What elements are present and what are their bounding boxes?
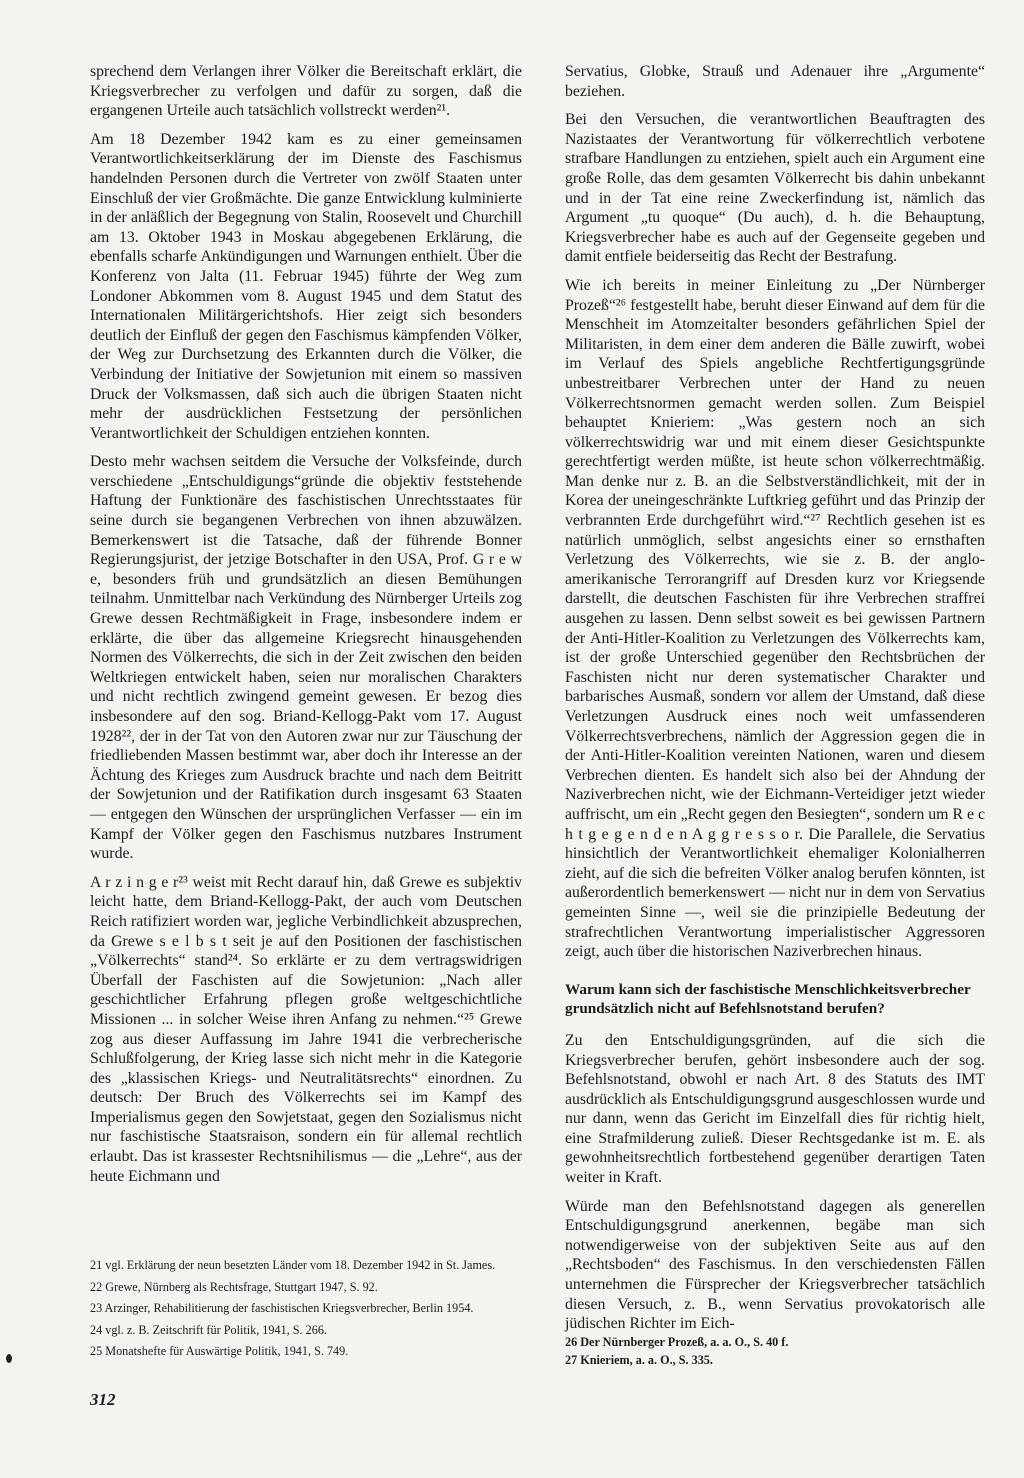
paragraph: Bei den Versuchen, die verantwortlichen Beauftragten des Nazistaates der Verantwortung für völkerrechtlich verbotene strafbare Handlungen zu entziehen, spielt auch ein Argument eine große Rolle, das dem gesamten Völkerrecht bis dahin unbekannt und in der Tat eine reine Zweckerfindung ist, nämlich das Argument „tu quoque“ (Du auch), d. h. die Behauptung, Kriegsverbrecher habe es auch auf der Gegenseite gegeben und damit entfiele beiderseitig das Recht der Bestrafung. [565,111,985,266]
footnote: 23 Arzinger, Rehabilitierung der faschistischen Kriegsverbrecher, Berlin 1954. [90,1301,474,1315]
paragraph: A r z i n g e r²³ weist mit Recht darauf hin, daß Grewe es subjektiv leicht hatte, dem Briand-Kellogg-Pakt, der auch vom Deutschen Reich ratifiziert worden war, jegliche Verbindlichkeit abzusprechen, da Grewe s e l b s t seit je auf den Positionen der faschistischen „Völkerrechts“ stand²⁴. So erklärte er zu dem vertragswidrigen Überfall der Faschisten auf die Sowjetunion: „Nach aller geschichtlicher Erfahrung pflegen große weltgeschichtliche Missionen ... in solcher Weise ihren Anfang zu nehmen.“²⁵ Grewe zog aus dieser Auffassung im Jahre 1941 die verbrecherische Schlußfolgerung, der Krieg lasse sich nicht mehr in die Kategorie des „klassischen Kriegs- und Neutralitätsrechts“ einordnen. Zu deutsch: Der Bruch des Völkerrechts sei im Kampf des Imperialismus gegen den Sowjetstaat, gegen den Sozialismus nicht nur faschistische Staatsraison, sondern ein für allemal rechtlich erlaubt. Das ist krassester Rechtsnihilismus — die „Lehre“, aus der heute Eichmann und [90,873,522,1185]
paragraph: sprechend dem Verlangen ihrer Völker die Bereitschaft erklärt, die Kriegsverbrecher zu verfolgen und dafür zu sorgen, daß die ergangenen Urteile auch tatsächlich vollstreckt werden²¹. [90,63,522,120]
paragraph: Desto mehr wachsen seitdem die Versuche der Volksfeinde, durch verschiedene „Entschuldigungs“gründe die objektiv feststehende Haftung der Funktionäre des faschistischen Unrechtsstaates für seine durch sie begangenen Verbrechen von ihnen abzuwälzen. Bemerkenswert ist die Tatsache, daß der führende Bonner Regierungsjurist, der jetzige Botschafter in den USA, Prof. G r e w e, besonders früh und grundsätzlich an diesen Bemühungen teilnahm. Unmittelbar nach Verkündung des Nürnberger Urteils zog Grewe dessen Rechtmäßigkeit in Frage, insbesondere indem er erklärte, die über das allgemeine Kriegsrecht hinausgehenden Normen des Völkerrechts, die sich in der Zeit zwischen den beiden Weltkriegen entwickelt haben, seien nur moralischen Charakters und nicht rechtlich zwingend gemeint gewesen. Er bezog dies insbesondere auf den sog. Briand-Kellogg-Pakt vom 17. August 1928²², der in der Tat von den Autoren zwar nur zur Täuschung der friedliebenden Massen bestimmt war, aber doch ihr Interesse an der Ächtung des Krieges zum Ausdruck brachte und nach dem Beitritt der Sowjetunion und der Ratifikation durch insgesamt 63 Staaten — entgegen den Wünschen der ursprünglichen Verfasser — ein im Kampf der Völker gegen den Faschismus nutzbares Instrument wurde. [90,453,522,863]
footnote: 25 Monatshefte für Auswärtige Politik, 1941, S. 749. [90,1344,349,1358]
footnote: 24 vgl. z. B. Zeitschrift für Politik, 1941, S. 266. [90,1322,327,1337]
footnotes-left [90,1258,520,1366]
footnote: 26 Der Nürnberger Prozeß, a. a. O., S. 40 f. [565,1335,789,1349]
paragraph: Würde man den Befehlsnotstand dagegen als generellen Entschuldigungsgrund anerkennen, begäbe man sich notwendigerweise von der subjektiven Seite aus auf den „Rechtsboden“ des Faschismus. In den verschiedensten Fällen unternehmen die Fürsprecher der Kriegsverbrecher tatsächlich diesen Versuch, z. B., wenn Servatius provokatorisch alle jüdischen Richter im Eich- [565,1197,985,1333]
paragraph: Wie ich bereits in meiner Einleitung zu „Der Nürnberger Prozeß“²⁶ festgestellt habe, beruht dieser Einwand auf dem für die Menschheit im Atomzeitalter besonders gefährlichen Spiel der Militaristen, in dem einer dem anderen die Bälle zuwirft, wobei im Verlauf des Spiels angebliche Rechtfertigungsgründe unbestreitbarer Verbrechen unter der Hand zu neuen Völkerrechtsnormen gemacht werden sollen. Zum Beispiel behauptet Knieriem: „Was gestern noch an sich völkerrechtswidrig war und mit einem dieser Gesichtspunkte gerechtfertigt werden müßte, ist heute schon völkerrechtmäßig. Man denke nur z. B. an die Selbstverständlichkeit, mit der in Korea der uneingeschränkte Luftkrieg geführt und das Prinzip der verbrannten Erde durchgeführt wird.“²⁷ Rechtlich gesehen ist es natürlich unmöglich, selbst angesichts einer so ernsthaften Verletzung des Völkerrechts, wie sie z. B. der anglo-amerikanische Terrorangriff auf Dresden kurz vor Kriegsende darstellt, die deutschen Faschisten für ihre Verbrechen straffrei ausgehen zu lassen. Denn selbst soweit es bei gewissen Partnern der Anti-Hitler-Koalition zu Verletzungen des Völkerrechts kam, ist der große Unterschied gegenüber den Rechtsbrüchen der Faschisten nicht nur deren systematischer Charakter und barbarisches Ausmaß, sondern vor allem der Umstand, daß diese Verletzungen Ausdruck eines noch weit umfassenderen Völkerrechtsverbrechens, nämlich der Aggression gegen die in der Anti-Hitler-Koalition vereinten Nationen, waren und diesem Verbrechen dienten. Es handelt sich also bei der Ahndung der Naziverbrechen nicht, wie der Eichmann-Verteidiger jetzt wieder auffrischt, um ein „Recht gegen den Besiegten“, sondern um R e c h t g e g e n d e n A g g r e s s o r. Die Parallele, die Servatius hinsichtlich der Verantwortlichkeit ehemaliger Kolonialherren zieht, auf die sich die befreiten Völker analog berufen könnten, ist außerordentlich bemerkenswert — nicht nur in dem von Servatius gemeinten Sinne —, weil sie die prinzipielle Bedeutung der strafrechtlichen Verantwortung imperialistischer Aggressoren zeigt, auch über die historischen Naziverbrechen hinaus. [565,276,985,961]
left-column [90,62,522,1195]
paragraph: Zu den Entschuldigungsgründen, auf die sich die Kriegsverbrecher berufen, gehört insbesondere auch der sog. Befehlsnotstand, obwohl er nach Art. 8 des Statuts des IMT ausdrücklich als Entschuldigungsgrund ausgeschlossen wurde und nur dann, wenn das Gericht im Einzelfall dies für richtig hielt, eine Strafmilderung zuließ. Dieser Rechtsgedanke ist m. E. als gewohnheitsrechtlich fortbestehend gegenüber derartigen Taten weiter in Kraft. [565,1031,985,1187]
ink-speck [6,1354,12,1363]
paragraph: Am 18 Dezember 1942 kam es zu einer gemeinsamen Verantwortlichkeitserklärung der im Dienste des Faschismus handelnden Personen durch die Vertreter von zwölf Staaten unter Einschluß der vier Großmächte. Die ganze Entwicklung kulminierte in der anläßlich der Begegnung von Stalin, Roosevelt und Churchill am 13. Oktober 1943 in Moskau abgegebenen Erklärung, die ebenfalls scharfe Ankündigungen und Warnungen enthielt. Über die Konferenz von Jalta (11. Februar 1945) führte der Weg zum Londoner Abkommen vom 8. August 1945 und dem Statut des Internationalen Militärgerichtshofs. Hier zeigt sich besonders deutlich der Einfluß der gegen den Faschismus kämpfenden Völker, der Weg zur Durchsetzung des Erkannten durch die Völker, die Verbindung der Initiative der Sowjetunion mit einem so massiven Druck der Volksmassen, daß sich auch die übrigen Staaten nicht mehr der ausdrücklichen Festsetzung der persönlichen Verantwortlichkeit der Schuldigen entziehen konnten. [90,130,522,442]
paragraph: Servatius, Globke, Strauß und Adenauer ihre „Argumente“ beziehen. [565,63,985,100]
right-column [565,62,985,1343]
footnote: 27 Knieriem, a. a. O., S. 335. [565,1352,713,1367]
footnote: 22 Grewe, Nürnberg als Rechtsfrage, Stuttgart 1947, S. 92. [90,1279,378,1294]
section-heading: Warum kann sich der faschistische Menschlichkeitsverbrecher grundsätzlich nicht auf Befehlsnotstand berufen? [565,980,971,1018]
footnotes-right [565,1335,985,1370]
page-number: 312 [90,1390,116,1409]
footnote: 21 vgl. Erklärung der neun besetzten Länder vom 18. Dezember 1942 in St. James. [90,1258,496,1272]
